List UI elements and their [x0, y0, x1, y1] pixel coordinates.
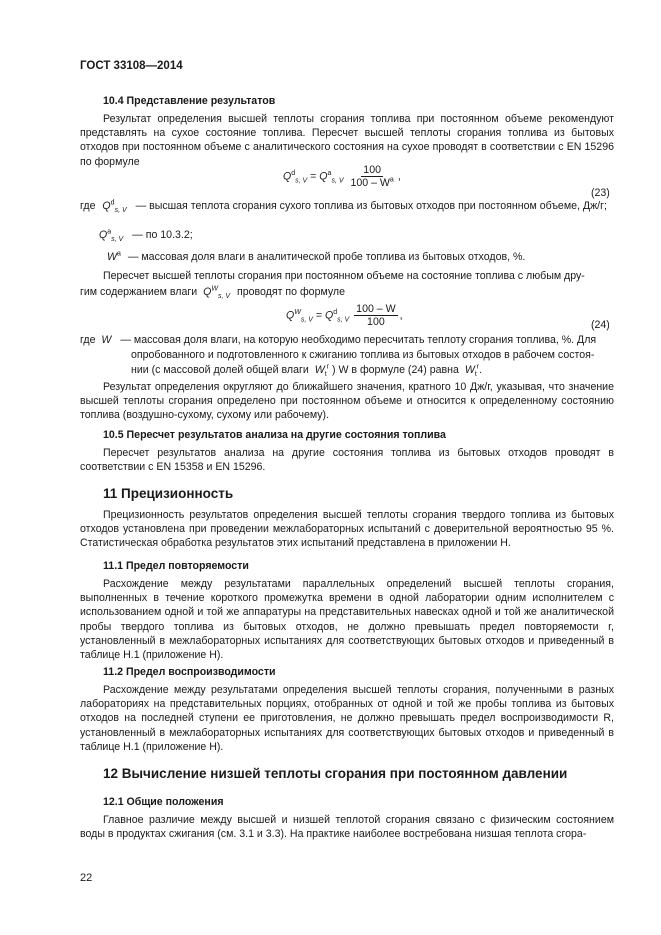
equation-24-denominator: 100	[367, 316, 385, 328]
section-12-1-paragraph: Главное различие между высшей и низшей теплотой сгорания связано с физическим состоянием воды в продуктах сжигания (см. 3.1 и 3.3). На практике наиболее востребована низшая теплота сгора-	[80, 814, 614, 841]
page-number: 22	[80, 872, 93, 884]
equation-24: $Q^W_{s, V} = Q^d_{s, V}$ $\frac{100 - W}{100}$ ,	[286, 303, 403, 328]
document-header: ГОСТ 33108—2014	[80, 60, 183, 72]
equation-23-denominator: 100 – W	[350, 177, 390, 189]
equation-23-number: (23)	[591, 187, 610, 199]
where-3-definition: — массовая доля влаги в аналитической пробе топлива из бытовых отходов, %.	[127, 251, 526, 263]
where-1-definition: — высшая теплота сгорания сухого топлива из бытовых отходов при постоянном объеме, Дж/г;	[135, 200, 607, 212]
section-10-4-paragraph-3: Результат определения округляют до ближайшего значения, кратного 10 Дж/г, указывая, что значение высшей теплоты сгорания определено при постоянном объеме и относится к определенному состоянию топлива (воздушно-сухому, сухому или рабочему).	[80, 381, 614, 422]
section-11-1-title: 11.1 Предел повторяемости	[103, 560, 249, 572]
section-11-paragraph: Прецизионность результатов определения высшей теплоты сгорания твердого топлива из бытовых отходов установлена при проведении межлабораторных испытаний с доверительной вероятностью 95 %. Статистическая обработка результатов этих испытаний представлена в приложении Н.	[80, 509, 614, 550]
section-11-2-title: 11.2 Предел воспроизводимости	[103, 666, 276, 678]
equation-23-fraction: $\frac{100}{100 - W^a}$	[350, 164, 394, 189]
equation-24-numerator: 100 – W	[356, 303, 396, 315]
where-2-definition: — по 10.3.2;	[132, 229, 193, 241]
paragraph-2-text-a: гим содержанием влаги	[80, 286, 198, 298]
where-line-3: $W^a$ — массовая доля влаги в аналитической пробе топлива из бытовых отходов, %.	[107, 250, 526, 263]
where-line-1: где $Q^d_{s, V}$ — высшая теплота сгорания сухого топлива из бытовых отходов при постоянном объеме, Дж/г;	[80, 199, 607, 215]
section-12-title: 12 Вычисление низшей теплоты сгорания при постоянном давлении	[103, 766, 568, 781]
where-4-line-1: — массовая доля влаги, на которую необходимо пересчитать теплоту сгорания топлива, %. Для	[120, 334, 597, 346]
paragraph-2-text-b: проводят по формуле	[236, 286, 345, 298]
equation-24-number: (24)	[591, 319, 610, 331]
section-12-1-title: 12.1 Общие положения	[103, 796, 224, 808]
equation-24-fraction	[354, 303, 397, 328]
section-11-1-paragraph: Расхождение между результатами параллельных определений высшей теплоты сгорания, выполненных в течение короткого промежутка времени в одной лаборатории одним исполнителем с использованием одной и той же аппаратуры на представительных навесках одной и той же аналитической пробы твердого топлива из бытовых отходов, не должно превышать предел повторяемости r, установленный в межлабораторных испытаниях для соответствующих бытовых отходов и приведенный в таблице Н.1 (приложение Н).	[80, 578, 614, 662]
where-4-label: где	[80, 334, 96, 346]
equation-23-numerator: 100	[363, 164, 381, 176]
where-4-line-3-text-a: нии (с массовой долей общей влаги	[131, 364, 309, 376]
section-10-5-title: 10.5 Пересчет результатов анализа на другие состояния топлива	[103, 429, 446, 441]
equation-23: $Q^d_{s, V} = Q^a_{s, V}$ $\frac{100}{100 - W^a}$ ,	[283, 164, 401, 189]
where-4-line-2: опробованного и подготовленного к сжиганию топлива из бытовых отходов в рабочем состоя-	[131, 349, 595, 361]
section-11-2-paragraph: Расхождение между результатами определения высшей теплоты сгорания, полученными в разных лабораториях на представительных порциях, отобранных от одной и той же пробы топлива из бытовых отходов на последней ступени ее приготовления, не должно превышать предел воспроизводимости R, установленный в межлабораторных испытаниях для соответствующих бытовых отходов и приведенный в таблице Н.1 (приложение Н).	[80, 684, 614, 753]
where-line-4: где W — массовая доля влаги, на которую необходимо пересчитать теплоту сгорания топлива, %. Для	[80, 334, 597, 346]
section-10-5-paragraph: Пересчет результатов анализа на другие состояния топлива из бытовых отходов проводят в соответствии с EN 15358 и EN 15296.	[80, 447, 614, 474]
where-line-2: $Q^a_{s, V}$ — по 10.3.2;	[99, 228, 193, 244]
section-10-4-paragraph-2-line-2: гим содержанием влаги $Q^W_{s, V}$ проводят по формуле	[80, 285, 345, 301]
where-label: где	[80, 200, 96, 212]
where-4-line-3: нии (с массовой долей общей влаги $W_t^r$ ) W в формуле (24) равна $W_t^r$.	[131, 363, 483, 379]
section-10-4-title: 10.4 Представление результатов	[103, 95, 276, 107]
section-11-title: 11 Прецизионность	[103, 486, 234, 501]
section-10-4-paragraph-2-line-1: Пересчет высшей теплоты сгорания при постоянном объеме на состояние топлива с любым дру-	[103, 270, 585, 282]
section-10-4-paragraph-1: Результат определения высшей теплоты сгорания топлива при постоянном объеме рекомендуют представлять на сухое состояние топлива. Пересчет высшей теплоты сгорания топлива из бытовых отходов при постоянном объеме с аналитического состояния на сухое проводят в соответствии с EN 15296 по формуле	[80, 113, 614, 168]
where-4-line-3-text-b: ) W в формуле (24) равна	[331, 364, 459, 376]
